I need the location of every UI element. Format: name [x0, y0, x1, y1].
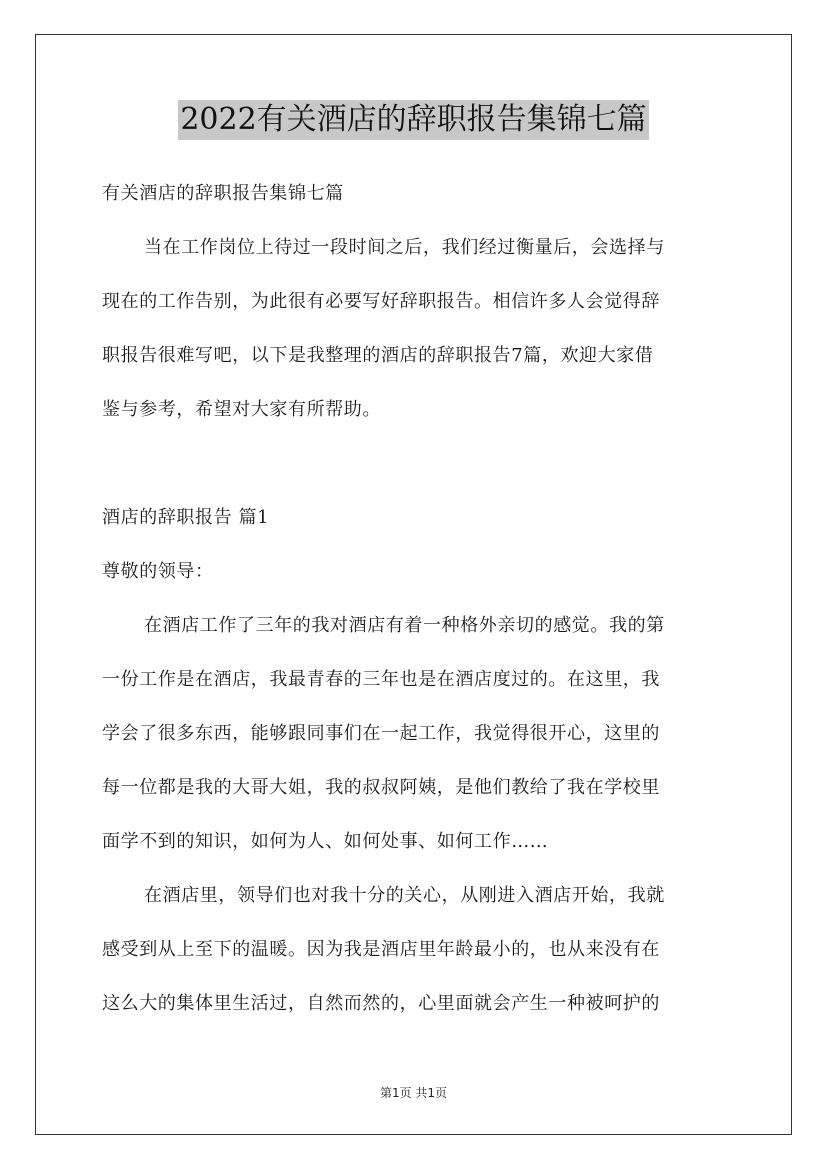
document-title: 2022有关酒店的辞职报告集锦七篇	[178, 100, 648, 140]
document-subtitle: 有关酒店的辞职报告集锦七篇	[102, 183, 344, 204]
paragraph2-line-1: 在酒店里，领导们也对我十分的关心，从刚进入酒店开始，我就	[144, 885, 665, 906]
intro-line-3: 职报告很难写吧，以下是我整理的酒店的辞职报告7篇，欢迎大家借	[102, 345, 654, 366]
page-footer: 第1页 共1页	[379, 1086, 448, 1100]
title-container	[0, 100, 827, 140]
salutation: 尊敬的领导：	[102, 561, 214, 582]
paragraph1-line-1: 在酒店工作了三年的我对酒店有着一种格外亲切的感觉。我的第	[144, 615, 665, 636]
paragraph1-line-5: 面学不到的知识，如何为人、如何处事、如何工作……	[102, 831, 549, 852]
intro-line-2: 现在的工作告别，为此很有必要写好辞职报告。相信许多人会觉得辞	[102, 291, 660, 312]
paragraph1-line-2: 一份工作是在酒店，我最青春的三年也是在酒店度过的。在这里，我	[102, 669, 660, 690]
intro-line-4: 鉴与参考，希望对大家有所帮助。	[102, 399, 381, 420]
paragraph1-line-3: 学会了很多东西，能够跟同事们在一起工作，我觉得很开心，这里的	[102, 723, 660, 744]
section-heading: 酒店的辞职报告 篇1	[102, 507, 270, 528]
paragraph2-line-3: 这么大的集体里生活过，自然而然的，心里面就会产生一种被呵护的	[102, 993, 660, 1014]
intro-line-1: 当在工作岗位上待过一段时间之后，我们经过衡量后，会选择与	[144, 237, 665, 258]
paragraph2-line-2: 感受到从上至下的温暖。因为我是酒店里年龄最小的，也从来没有在	[102, 939, 660, 960]
paragraph1-line-4: 每一位都是我的大哥大姐，我的叔叔阿姨，是他们教给了我在学校里	[102, 777, 660, 798]
